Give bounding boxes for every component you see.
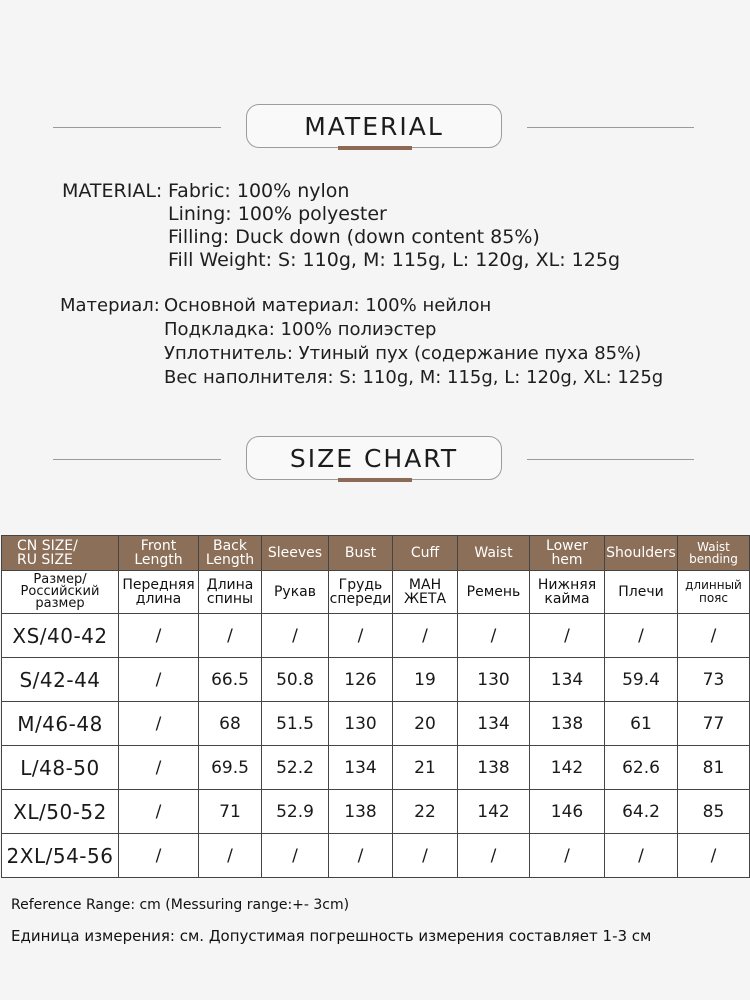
table-row [2, 790, 750, 834]
header-cell: Lower hem [530, 536, 605, 571]
material-title: MATERIAL [246, 104, 502, 148]
material-en-line: Fabric: 100% nylon [168, 180, 350, 202]
header-cell: Длина спины [199, 571, 262, 614]
header-cell: Shoulders [605, 536, 678, 571]
material-ru-label: Материал: [60, 295, 160, 316]
header-cell: МАН ЖЕТА [393, 571, 458, 614]
header-row-ru [2, 571, 750, 614]
measurement-cell: 138 [329, 790, 393, 834]
size-label-cell: S/42-44 [2, 658, 119, 702]
measurement-cell: 130 [458, 658, 530, 702]
header-cell: CN SIZE/ RU SIZE [2, 536, 119, 571]
measurement-cell: / [119, 614, 199, 658]
measurement-cell: 64.2 [605, 790, 678, 834]
header-cell: длинный пояс [678, 571, 750, 614]
measurement-cell: 77 [678, 702, 750, 746]
measurement-cell: 134 [530, 658, 605, 702]
header-cell: Bust [329, 536, 393, 571]
header-cell: Front Length [119, 536, 199, 571]
measurement-cell: 146 [530, 790, 605, 834]
measurement-cell: / [678, 614, 750, 658]
measurement-cell: 52.2 [262, 746, 329, 790]
material-section-header [0, 104, 750, 152]
measurement-cell: 85 [678, 790, 750, 834]
measurement-cell: / [530, 834, 605, 878]
measurement-cell: 81 [678, 746, 750, 790]
size-label-cell: M/46-48 [2, 702, 119, 746]
size-label-cell: L/48-50 [2, 746, 119, 790]
measurement-cell: 126 [329, 658, 393, 702]
measurement-cell: / [458, 614, 530, 658]
material-en-lines [168, 180, 620, 272]
table-row [2, 746, 750, 790]
title-accent-bar [338, 478, 412, 482]
header-cell: Waist bending [678, 536, 750, 571]
header-cell: Размер/ Российский размер [2, 571, 119, 614]
size-label-cell: XS/40-42 [2, 614, 119, 658]
measurement-cell: 138 [458, 746, 530, 790]
header-cell: Back Length [199, 536, 262, 571]
material-en-line: Filling: Duck down (down content 85%) [168, 226, 540, 248]
measurement-cell: 142 [458, 790, 530, 834]
measurement-cell: 52.9 [262, 790, 329, 834]
material-ru-line: Уплотнитель: Утиный пух (содержание пуха 85%) [164, 343, 642, 364]
header-cell: Грудь спереди [329, 571, 393, 614]
measurement-cell: / [678, 834, 750, 878]
measurement-cell: / [199, 834, 262, 878]
material-en-line: Lining: 100% polyester [168, 203, 387, 225]
divider-line [53, 127, 221, 128]
measurement-cell: / [393, 834, 458, 878]
table-row [2, 702, 750, 746]
measurement-cell: / [119, 790, 199, 834]
material-en-label: MATERIAL: [62, 180, 163, 202]
size-chart-table [1, 535, 750, 878]
header-cell: Плечи [605, 571, 678, 614]
measurement-cell: 22 [393, 790, 458, 834]
measurement-cell: 62.6 [605, 746, 678, 790]
measurement-cell: / [119, 746, 199, 790]
header-cell: Cuff [393, 536, 458, 571]
measurement-cell: 69.5 [199, 746, 262, 790]
table-row [2, 614, 750, 658]
measurement-cell: / [119, 702, 199, 746]
measurement-cell: 134 [329, 746, 393, 790]
measurement-cell: / [119, 834, 199, 878]
material-ru-line: Основной материал: 100% нейлон [164, 295, 492, 316]
reference-range-note-ru: Единица измерения: см. Допустимая погрешность измерения составляет 1-3 см [11, 927, 652, 945]
measurement-cell: / [329, 614, 393, 658]
size-chart-section-header [0, 436, 750, 484]
table-row [2, 658, 750, 702]
measurement-cell: / [199, 614, 262, 658]
measurement-cell: 19 [393, 658, 458, 702]
measurement-cell: / [119, 658, 199, 702]
header-cell: Рукав [262, 571, 329, 614]
size-label-cell: XL/50-52 [2, 790, 119, 834]
measurement-cell: 59.4 [605, 658, 678, 702]
material-ru-line: Подкладка: 100% полиэстер [164, 319, 437, 340]
measurement-cell: 142 [530, 746, 605, 790]
table-row [2, 834, 750, 878]
size-chart-title: SIZE CHART [246, 436, 502, 480]
material-en-line: Fill Weight: S: 110g, M: 115g, L: 120g, XL: 125g [168, 249, 621, 271]
header-cell: Передняя длина [119, 571, 199, 614]
title-accent-bar [338, 146, 412, 150]
measurement-cell: / [530, 614, 605, 658]
measurement-cell: / [262, 614, 329, 658]
measurement-cell: 73 [678, 658, 750, 702]
measurement-cell: 61 [605, 702, 678, 746]
measurement-cell: 20 [393, 702, 458, 746]
material-ru-line: Вес наполнителя: S: 110g, M: 115g, L: 120g, XL: 125g [164, 367, 664, 388]
measurement-cell: 71 [199, 790, 262, 834]
measurement-cell: 134 [458, 702, 530, 746]
divider-line [53, 459, 221, 460]
measurement-cell: / [458, 834, 530, 878]
measurement-cell: / [329, 834, 393, 878]
divider-line [527, 459, 694, 460]
measurement-cell: 130 [329, 702, 393, 746]
header-cell: Waist [458, 536, 530, 571]
measurement-cell: 138 [530, 702, 605, 746]
measurement-cell: / [605, 834, 678, 878]
measurement-cell: 50.8 [262, 658, 329, 702]
measurement-cell: 51.5 [262, 702, 329, 746]
divider-line [527, 127, 694, 128]
measurement-cell: / [262, 834, 329, 878]
measurement-cell: 21 [393, 746, 458, 790]
header-cell: Sleeves [262, 536, 329, 571]
header-row-en [2, 536, 750, 571]
reference-range-note: Reference Range: cm (Messuring range:+- 3cm) [11, 897, 350, 913]
size-label-cell: 2XL/54-56 [2, 834, 119, 878]
measurement-cell: / [393, 614, 458, 658]
measurement-cell: / [605, 614, 678, 658]
header-cell: Ремень [458, 571, 530, 614]
measurement-cell: 68 [199, 702, 262, 746]
header-cell: Нижняя кайма [530, 571, 605, 614]
material-ru-lines [164, 294, 663, 390]
measurement-cell: 66.5 [199, 658, 262, 702]
